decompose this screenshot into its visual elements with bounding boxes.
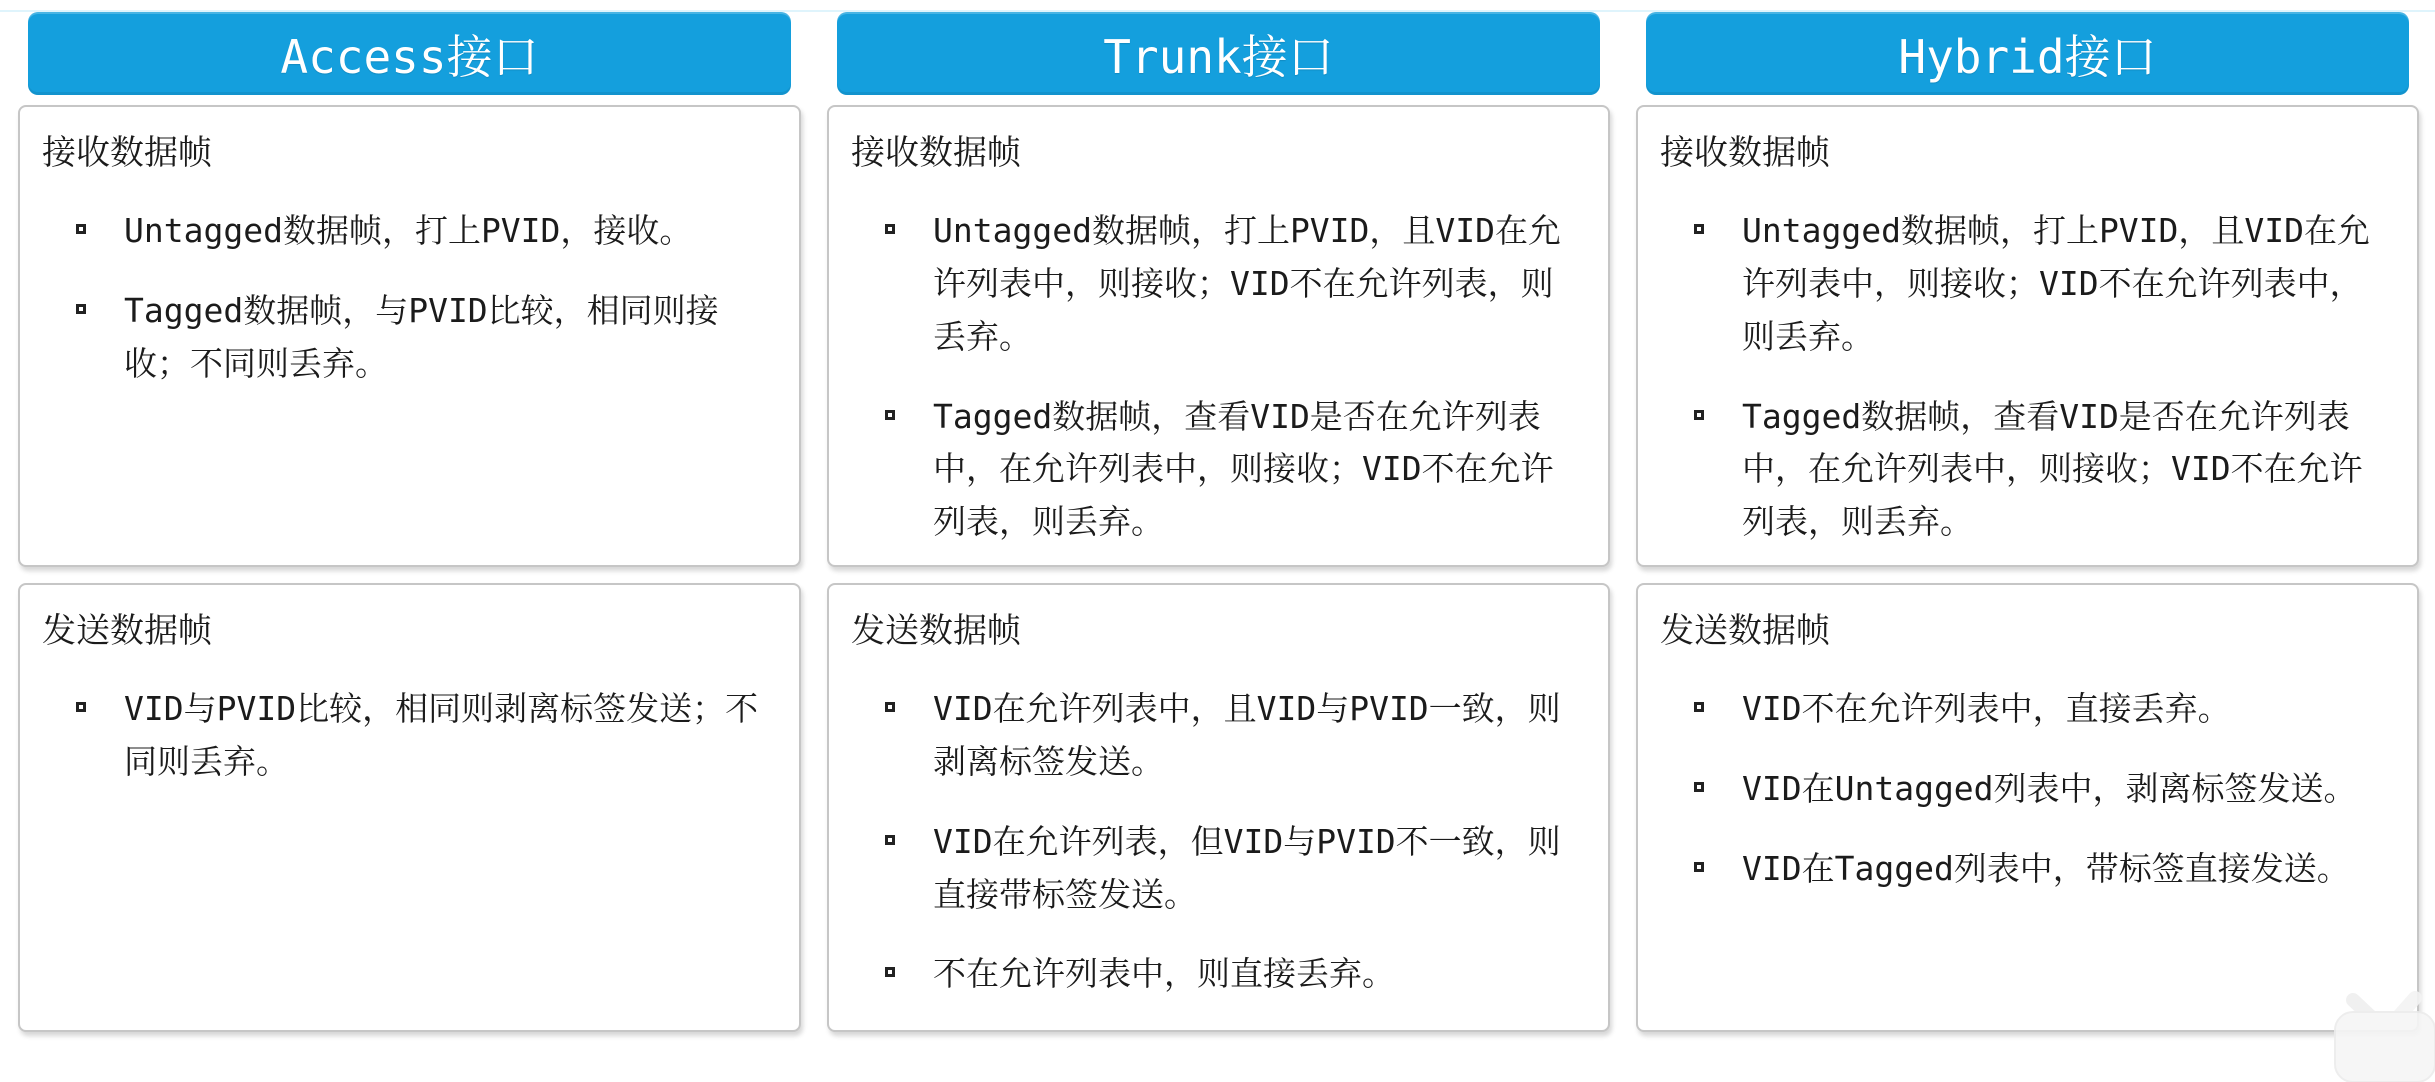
access-header (28, 12, 791, 95)
list-item (1688, 205, 2395, 363)
column-access (18, 12, 801, 1032)
access-receive-list (42, 205, 777, 390)
bullet-text: VID在Tagged列表中，带标签直接发送。 (1742, 848, 2350, 888)
bullet-text: VID在Untagged列表中，剥离标签发送。 (1742, 768, 2357, 808)
list-item (1688, 683, 2395, 736)
bullet-text: VID在允许列表中，且VID与PVID一致，则剥离标签发送。 (933, 689, 1561, 781)
hybrid-header-label: Hybrid接口 (1898, 29, 2157, 84)
trunk-header (837, 12, 1600, 95)
list-item (879, 948, 1586, 1001)
access-send-title: 发送数据帧 (42, 611, 212, 651)
square-bullet-icon (1694, 702, 1704, 712)
trunk-send-list (851, 683, 1586, 1001)
bullet-text: Tagged数据帧，查看VID是否在允许列表中，在允许列表中，则接收；VID不在允许列表，则丢弃。 (1742, 396, 2363, 542)
bullet-text: VID在允许列表，但VID与PVID不一致，则直接带标签发送。 (933, 821, 1561, 914)
square-bullet-icon (885, 702, 895, 712)
square-bullet-icon (76, 224, 86, 234)
trunk-receive-box (827, 105, 1610, 567)
list-item (879, 391, 1586, 549)
bullet-text: 不在允许列表中，则直接丢弃。 (933, 954, 1395, 994)
bullet-text: Tagged数据帧，查看VID是否在允许列表中，在允许列表中，则接收；VID不在允许列表，则丢弃。 (933, 396, 1554, 542)
trunk-header-label: Trunk接口 (1103, 29, 1334, 84)
hybrid-send-title: 发送数据帧 (1660, 611, 1830, 651)
hybrid-send-list (1660, 683, 2395, 895)
square-bullet-icon (1694, 224, 1704, 234)
square-bullet-icon (885, 967, 895, 977)
access-send-box (18, 583, 801, 1032)
list-item (70, 285, 777, 391)
square-bullet-icon (1694, 782, 1704, 792)
list-item (1688, 843, 2395, 896)
bullet-text: VID与PVID比较，相同则剥离标签发送；不同则丢弃。 (124, 689, 759, 781)
list-item (879, 816, 1586, 922)
hybrid-receive-title: 接收数据帧 (1660, 133, 1830, 173)
trunk-receive-list (851, 205, 1586, 549)
bullet-text: Tagged数据帧，与PVID比较，相同则接收；不同则丢弃。 (124, 290, 719, 383)
square-bullet-icon (885, 224, 895, 234)
access-send-list (42, 683, 777, 789)
bullet-text: Untagged数据帧，打上PVID，且VID在允许列表中，则接收；VID不在允许列表中，则丢弃。 (1742, 211, 2371, 356)
bullet-text: Untagged数据帧，打上PVID，且VID在允许列表中，则接收；VID不在允许列表，则丢弃。 (933, 211, 1562, 356)
hybrid-receive-list (1660, 205, 2395, 549)
square-bullet-icon (76, 702, 86, 712)
bullet-text: VID不在允许列表中，直接丢弃。 (1742, 689, 2231, 729)
square-bullet-icon (76, 304, 86, 314)
list-item (1688, 763, 2395, 816)
square-bullet-icon (1694, 410, 1704, 420)
list-item (70, 683, 777, 789)
list-item (879, 683, 1586, 789)
hybrid-header (1646, 12, 2409, 95)
column-hybrid (1636, 12, 2419, 1032)
square-bullet-icon (885, 835, 895, 845)
hybrid-receive-box (1636, 105, 2419, 567)
square-bullet-icon (1694, 862, 1704, 872)
trunk-send-title: 发送数据帧 (851, 611, 1021, 651)
hybrid-send-box (1636, 583, 2419, 1032)
trunk-send-box (827, 583, 1610, 1032)
bullet-text: Untagged数据帧，打上PVID，接收。 (124, 211, 693, 251)
watermark-tv-logo-icon (2315, 972, 2435, 1082)
access-receive-box (18, 105, 801, 567)
trunk-receive-title: 接收数据帧 (851, 133, 1021, 173)
access-receive-title: 接收数据帧 (42, 133, 212, 173)
column-trunk (827, 12, 1610, 1032)
access-header-label: Access接口 (280, 29, 539, 84)
square-bullet-icon (885, 410, 895, 420)
list-item (879, 205, 1586, 363)
list-item (70, 205, 777, 258)
list-item (1688, 391, 2395, 549)
